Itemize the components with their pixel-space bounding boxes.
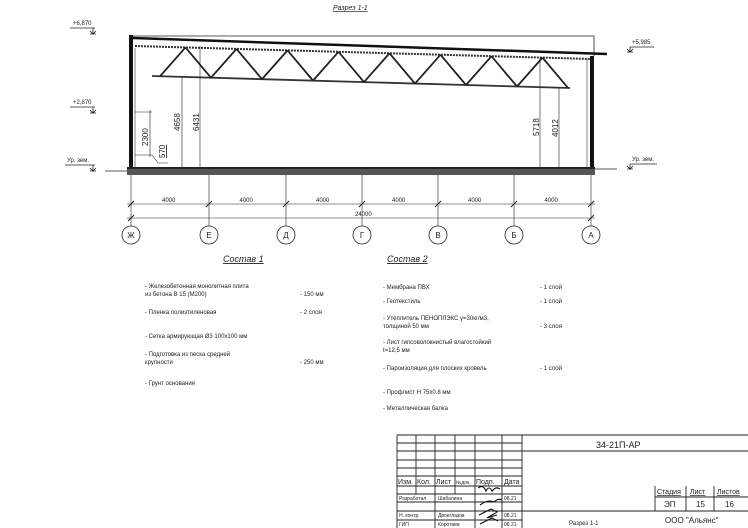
project-code: 34-21П-АР [596, 440, 641, 450]
axis-label: В [435, 231, 441, 240]
level-label: +6,870 [73, 21, 92, 27]
level-mark-top-right [627, 40, 654, 52]
truss-diagonal [313, 52, 339, 81]
composition-value: - 1 слой [540, 299, 562, 305]
composition-item: - Пленка полиэтиленовая [145, 310, 217, 316]
header-cell: Лист [436, 479, 452, 486]
drawing-title: Разрез 1-1 [333, 5, 368, 12]
dim-5718: 5718 [532, 118, 541, 136]
level-label: Ур. зем. [67, 158, 90, 164]
dim-570: 570 [158, 144, 167, 158]
truss-diagonal [237, 49, 263, 79]
right-wall [590, 56, 594, 169]
axis-label: А [588, 231, 594, 240]
role-cell: ГИП [399, 522, 409, 528]
axis-label: Б [511, 231, 517, 240]
composition-item: - Железобетонная монолитная плита [145, 284, 249, 290]
composition-value: - 250 мм [300, 360, 324, 366]
axis-label: Ж [127, 231, 135, 240]
stage-value: ЭП [664, 500, 676, 509]
truss-top-chord [135, 46, 591, 59]
truss-diagonal [211, 49, 237, 78]
composition-item: толщиной 50 мм [383, 324, 429, 330]
truss-diagonal [390, 53, 416, 83]
span-dim: 4000 [468, 198, 482, 204]
axis-label: Е [206, 231, 212, 240]
truss-diagonal [364, 53, 390, 82]
dim-6431: 6431 [192, 113, 201, 131]
composition-item: - Геотекстиль [383, 299, 421, 305]
level-mark-ground-left [65, 158, 96, 171]
sheets-value: 16 [725, 500, 734, 509]
name-cell: Коротаев [438, 522, 460, 528]
sheet-title: Разрез 1-1 [569, 521, 599, 527]
level-mark-mid-left [70, 100, 96, 113]
truss-diagonal [186, 47, 212, 77]
truss-diagonal [492, 56, 518, 86]
truss-diagonal [262, 50, 288, 79]
dim-4658: 4658 [173, 113, 182, 131]
header-cell: Изм. [398, 479, 413, 486]
header-cell: №док. [456, 480, 471, 486]
sheet-value: 15 [696, 500, 705, 509]
composition-1 [145, 254, 324, 387]
date-cell: 08.21 [504, 522, 517, 528]
composition-item: - Грунт основания [145, 381, 195, 387]
header-cell: Подп. [476, 479, 495, 486]
composition-value: - 3 слоя [540, 324, 562, 330]
truss-diagonal [466, 56, 492, 85]
composition-value: - 1 слой [540, 366, 562, 372]
name-cell: Шабалина [438, 496, 463, 502]
header-cell: Кол. [417, 479, 431, 486]
role-cell: Н. контр. [399, 513, 420, 519]
truss-diagonal [415, 55, 441, 84]
composition-item: из бетона В 15 (М200) [145, 292, 207, 298]
truss-diagonal [339, 52, 365, 82]
level-mark-ground-right [627, 157, 657, 169]
role-cell: Разработал [399, 496, 427, 502]
composition-item: - Металлическая балка [383, 406, 448, 412]
dim-2300: 2300 [141, 128, 150, 146]
composition-2 [383, 254, 562, 412]
composition-value: - 1 слой [540, 285, 562, 291]
dim-4012: 4012 [551, 119, 560, 137]
signatures [478, 487, 502, 524]
composition-value: - 150 мм [300, 292, 324, 298]
date-cell: 08.21 [504, 496, 517, 502]
sheet-label: Лист [690, 489, 706, 496]
truss-diagonal [441, 55, 467, 85]
composition-2-title: Состав 2 [387, 254, 428, 264]
composition-item: - Пароизоляция для плоских кровель [383, 366, 487, 372]
span-dim: 4000 [162, 198, 176, 204]
composition-item: - Подготовка из песка средней [145, 352, 231, 358]
stage-label: Стадия [657, 489, 681, 496]
level-label: +5,985 [632, 40, 651, 46]
span-dim: 4000 [316, 198, 330, 204]
composition-item: - Сетка армирующая Ø3 100х100 мм [145, 334, 248, 340]
truss-diagonal [517, 58, 543, 87]
truss-diagonal [160, 47, 186, 76]
truss-diagonal [288, 50, 314, 80]
composition-item: - Мембрана ПВХ [383, 285, 430, 291]
composition-item: - Профлист Н 75х0.8 мм [383, 390, 451, 396]
composition-item: крупности [145, 360, 173, 366]
title-block [397, 435, 748, 528]
name-cell: Двоеглазов [438, 513, 465, 519]
date-cell: 08.21 [504, 513, 517, 519]
total-dim: 24000 [355, 212, 372, 218]
axis-label: Г [359, 231, 365, 240]
span-dim: 4000 [239, 198, 253, 204]
composition-item: - Утеплитель ПЕНОПЛЭКС γ=30кг/м3, [383, 316, 489, 322]
left-wall [129, 35, 133, 169]
axis-label: Д [283, 231, 289, 240]
span-dim: 4000 [392, 198, 406, 204]
grid-axes [122, 175, 600, 244]
composition-item: t=12,5 мм [383, 348, 410, 354]
company-name: ООО "Альянс" [665, 516, 719, 525]
composition-item: - Лист гипсоволокнистый влагостойкий [383, 340, 492, 346]
level-label: +2,870 [73, 100, 92, 106]
level-mark-top-left [70, 21, 96, 34]
composition-1-title: Состав 1 [223, 254, 264, 264]
level-label: Ур. зем. [632, 157, 655, 163]
roof-line [133, 38, 607, 54]
sheets-label: Листов [717, 489, 740, 496]
span-dim: 4000 [544, 198, 558, 204]
truss-diagonal [543, 58, 569, 88]
composition-value: - 2 слоя [300, 310, 322, 316]
header-cell: Дата [504, 479, 520, 486]
